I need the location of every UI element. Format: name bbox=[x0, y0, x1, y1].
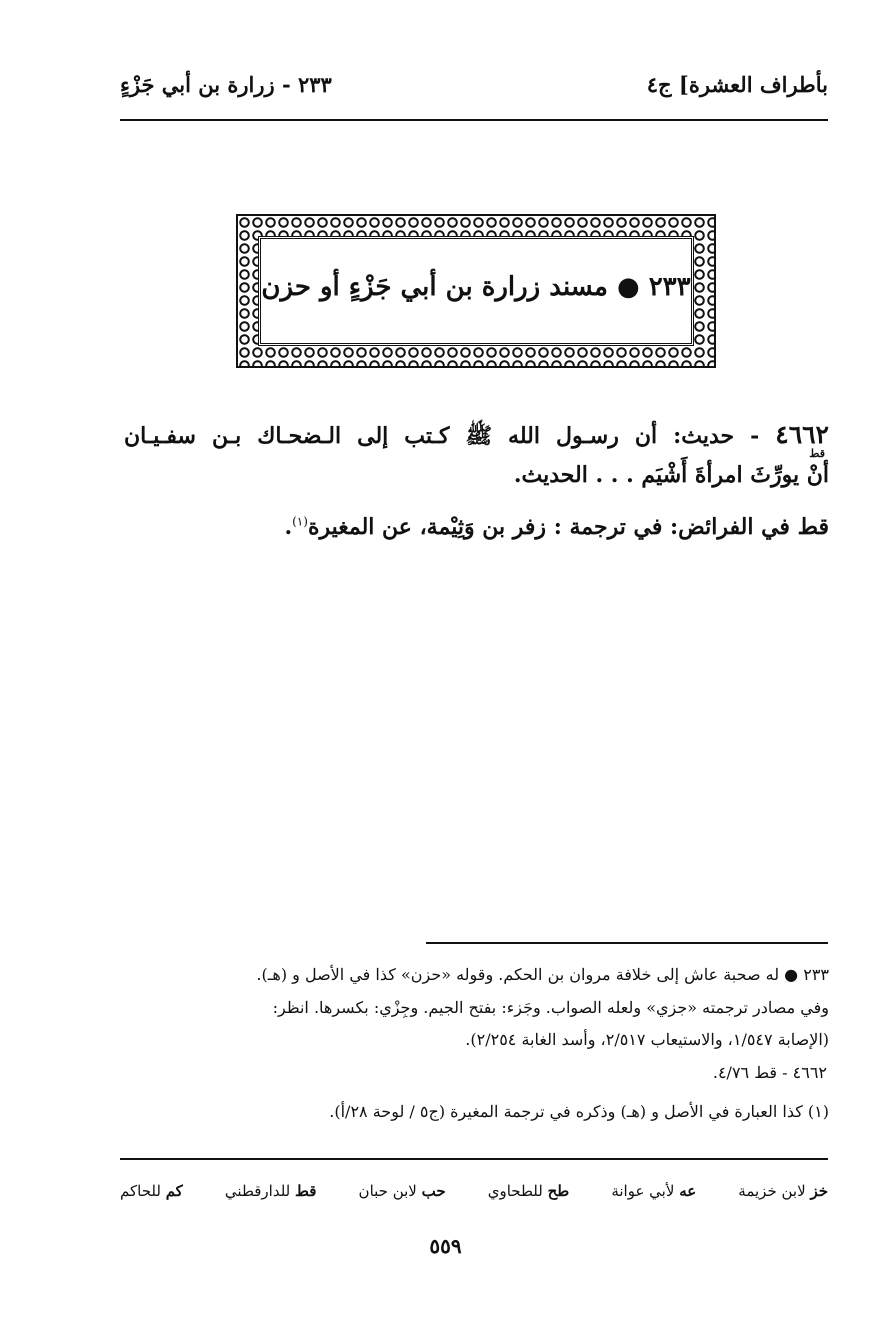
ornamental-frame bbox=[236, 214, 716, 368]
abbreviation-item: خز لابن خزيمة bbox=[738, 1182, 828, 1200]
page-number: ٥٥٩ bbox=[429, 1234, 462, 1258]
running-header-section: ٢٣٣ - زرارة بن أبي جَزْءٍ bbox=[120, 72, 332, 97]
footnote-line-4: ٤٦٦٢ - قط ٤/٧٦. bbox=[712, 1063, 827, 1082]
abbreviations-key bbox=[120, 1182, 828, 1200]
hadith-source-mark: قط bbox=[809, 447, 825, 460]
running-header bbox=[120, 68, 828, 112]
footnote-line-2: وفي مصادر ترجمته «جزي» ولعله الصواب. وجَزء: بفتح الجيم. وجِزْي: بكسرها. انظر: bbox=[272, 998, 829, 1017]
footnote-line-1: ٢٣٣ ● له صحبة عاش إلى خلافة مروان بن الحكم. وقوله «حزن» كذا في الأصل و (هـ). bbox=[256, 965, 829, 984]
running-header-book-title: بأطراف العشرة] ج٤ bbox=[646, 72, 828, 97]
abbreviation-item: كم للحاكم bbox=[120, 1182, 183, 1200]
abbreviation-item: حب لابن حبان bbox=[358, 1182, 446, 1200]
hadith-reference-end: . bbox=[284, 514, 293, 540]
hadith-reference-text: قط في الفرائض: في ترجمة : زفر بن وَثِيْمة، عن المغيرة bbox=[307, 514, 829, 540]
footnote-divider bbox=[426, 942, 828, 944]
footnote-line-5: (١) كذا العبارة في الأصل و (هـ) وذكره في ترجمة المغيرة (ج٥ / لوحة ٢٨/أ). bbox=[329, 1102, 829, 1121]
section-title: ٢٣٣ ● مسند زرارة بن أبي جَزْءٍ أو حزن bbox=[261, 272, 691, 302]
hadith-number: ٤٦٦٢ bbox=[775, 420, 829, 449]
footnote-line-3: (الإصابة ١/٥٤٧، والاستيعاب ٢/٥١٧، وأسد الغابة ٢/٢٥٤). bbox=[465, 1030, 829, 1049]
abbreviations-divider bbox=[120, 1158, 828, 1160]
hadith-line-2: أنْ يورِّثَ امرأةَ أَشْيَم . . . الحديث. bbox=[513, 462, 829, 488]
abbreviation-item: عه لأبي عوانة bbox=[611, 1182, 697, 1200]
hadith-line-1 bbox=[124, 420, 829, 454]
footnote-marker: (١) bbox=[292, 514, 308, 529]
hadith-text-1: - حديث: أن رسـول الله ﷺ كـتب إلى الـضحـاك بـن سفـيـان bbox=[124, 423, 760, 449]
header-divider bbox=[120, 119, 828, 121]
hadith-reference bbox=[284, 514, 829, 540]
abbreviation-item: قط للدارقطني bbox=[224, 1182, 317, 1200]
abbreviation-item: طح للطحاوي bbox=[487, 1182, 570, 1200]
